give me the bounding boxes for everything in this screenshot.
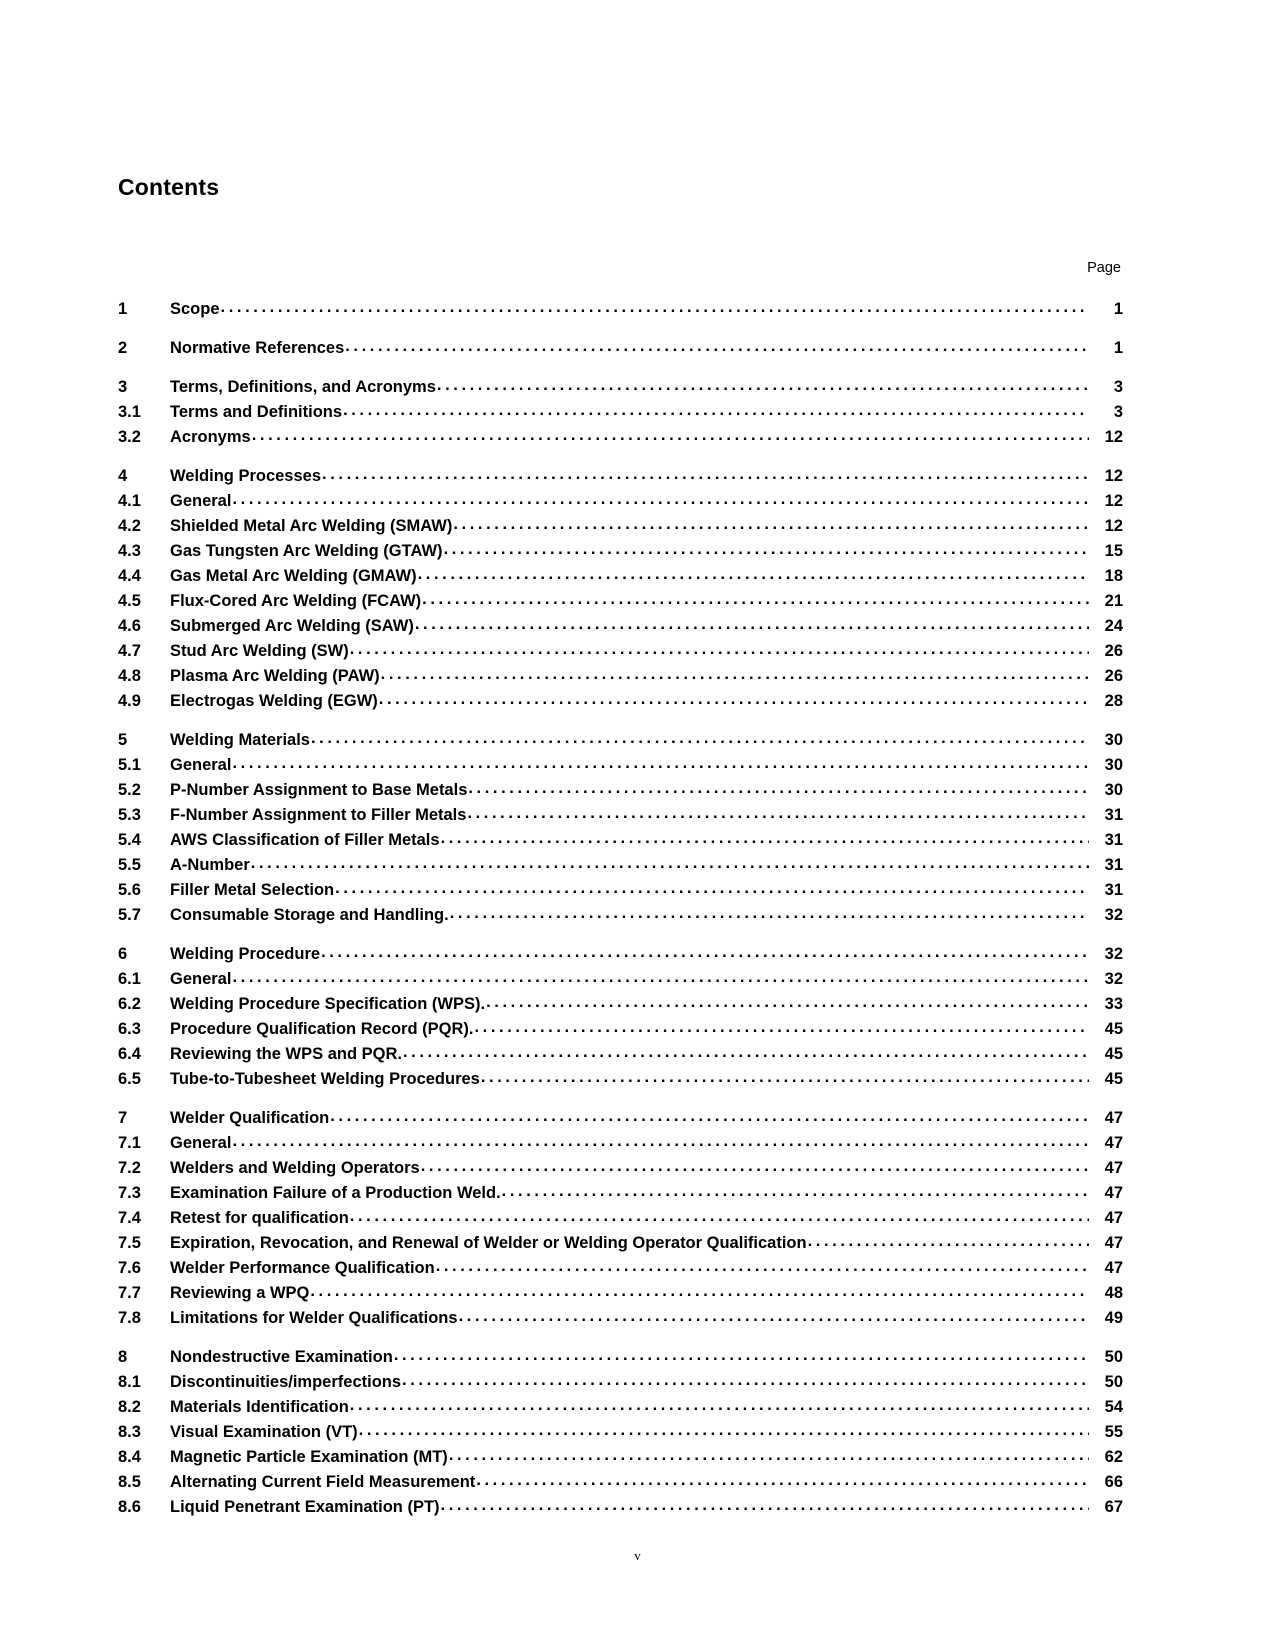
toc-entry[interactable] <box>118 590 1123 615</box>
toc-entry-number: 4.6 <box>118 616 141 635</box>
toc-leader-dots <box>418 565 1089 581</box>
toc-entry[interactable] <box>118 298 1123 323</box>
toc-entry-number: 5 <box>118 730 128 749</box>
toc-leader-dots <box>345 337 1089 353</box>
toc-entry-label: Welder Performance Qualification <box>170 1258 435 1277</box>
toc-entry-number: 4.7 <box>118 641 141 660</box>
toc-entry-number: 4.3 <box>118 541 141 560</box>
toc-entry-label: Materials Identification <box>170 1397 349 1416</box>
toc-entry-page-number: 47 <box>1104 1258 1123 1277</box>
toc-entry[interactable] <box>118 1346 1123 1371</box>
toc-entry-number: 8.5 <box>118 1472 141 1491</box>
toc-leader-dots <box>310 1282 1089 1298</box>
toc-entry-page-number: 50 <box>1104 1347 1123 1366</box>
toc-leader-dots <box>335 879 1089 895</box>
toc-entry-number: 5.1 <box>118 755 141 774</box>
toc-entry-label: Welding Processes <box>170 466 322 485</box>
toc-entry-number: 5.3 <box>118 805 141 824</box>
toc-entry-page-number: 31 <box>1104 830 1123 849</box>
toc-entry-number: 7.3 <box>118 1183 141 1202</box>
toc-entry-label: Flux-Cored Arc Welding (FCAW) <box>170 591 422 610</box>
toc-entry-label: Acronyms <box>170 427 251 446</box>
toc-leader-dots <box>403 1043 1089 1059</box>
toc-entry-page-number: 30 <box>1104 755 1123 774</box>
toc-leader-dots <box>422 590 1089 606</box>
toc-leader-dots <box>232 1132 1089 1148</box>
toc-entry-page-number: 47 <box>1104 1208 1123 1227</box>
toc-entry-page-number: 31 <box>1104 880 1123 899</box>
toc-entry[interactable] <box>118 1232 1123 1257</box>
toc-entry[interactable] <box>118 426 1123 451</box>
toc-entry[interactable] <box>118 1496 1123 1521</box>
toc-entry-label: Terms, Definitions, and Acronyms <box>170 377 436 396</box>
toc-entry-page-number: 21 <box>1104 591 1123 610</box>
toc-entry-number: 4.4 <box>118 566 141 585</box>
toc-entry-label: Magnetic Particle Examination (MT) <box>170 1447 448 1466</box>
toc-entry-label: Visual Examination (VT) <box>170 1422 358 1441</box>
toc-entry-number: 5.2 <box>118 780 141 799</box>
toc-entry-label: Shielded Metal Arc Welding (SMAW) <box>170 516 453 535</box>
toc-entry-number: 7.5 <box>118 1233 141 1252</box>
toc-entry-number: 6.3 <box>118 1019 141 1038</box>
toc-leader-dots <box>468 779 1089 795</box>
toc-entry[interactable] <box>118 401 1123 426</box>
toc-leader-dots <box>252 426 1089 442</box>
toc-leader-dots <box>450 904 1089 920</box>
toc-entry-page-number: 30 <box>1104 780 1123 799</box>
toc-entry-number: 7.7 <box>118 1283 141 1302</box>
footer-page-number: v <box>634 1548 641 1563</box>
toc-entry[interactable] <box>118 615 1123 640</box>
toc-leader-dots <box>381 665 1089 681</box>
toc-entry-number: 5.4 <box>118 830 141 849</box>
toc-entry-number: 6.1 <box>118 969 141 988</box>
toc-leader-dots <box>421 1157 1089 1173</box>
toc-entry[interactable] <box>118 1018 1123 1043</box>
toc-entry-label: AWS Classification of Filler Metals <box>170 830 440 849</box>
toc-leader-dots <box>415 615 1089 631</box>
toc-entry-label: Welding Procedure <box>170 944 321 963</box>
toc-leader-dots <box>321 943 1089 959</box>
toc-entry-label: Gas Tungsten Arc Welding (GTAW) <box>170 541 443 560</box>
toc-leader-dots <box>453 515 1089 531</box>
toc-entry-page-number: 32 <box>1104 969 1123 988</box>
toc-entry-label: Welding Materials <box>170 730 310 749</box>
toc-leader-dots <box>232 490 1089 506</box>
toc-entry-page-number: 1 <box>1113 338 1123 357</box>
toc-entry[interactable] <box>118 968 1123 993</box>
toc-leader-dots <box>459 1307 1089 1323</box>
toc-entry-page-number: 67 <box>1104 1497 1123 1516</box>
toc-entry-page-number: 30 <box>1104 730 1123 749</box>
toc-entry-label: F-Number Assignment to Filler Metals <box>170 805 467 824</box>
toc-entry-page-number: 48 <box>1104 1283 1123 1302</box>
toc-entry-number: 4.2 <box>118 516 141 535</box>
toc-entry-page-number: 45 <box>1104 1069 1123 1088</box>
toc-leader-dots <box>436 1257 1089 1273</box>
toc-entry-label: Normative References <box>170 338 345 357</box>
toc-entry-number: 7.1 <box>118 1133 141 1152</box>
toc-entry-page-number: 54 <box>1104 1397 1123 1416</box>
toc-entry[interactable] <box>118 993 1123 1018</box>
toc-leader-dots <box>486 993 1089 1009</box>
toc-entry-label: Tube-to-Tubesheet Welding Procedures <box>170 1069 480 1088</box>
toc-entry-number: 2 <box>118 338 128 357</box>
toc-entry[interactable] <box>118 1396 1123 1421</box>
toc-leader-dots <box>481 1068 1089 1084</box>
toc-entry-label: P-Number Assignment to Base Metals <box>170 780 468 799</box>
toc-leader-dots <box>311 729 1089 745</box>
toc-entry-label: Terms and Definitions <box>170 402 343 421</box>
toc-entry-label: Procedure Qualification Record (PQR). <box>170 1019 474 1038</box>
toc-entry-label: Stud Arc Welding (SW) <box>170 641 349 660</box>
toc-entry-label: Retest for qualification <box>170 1208 349 1227</box>
toc-leader-dots <box>350 640 1089 656</box>
toc-entry-number: 3.2 <box>118 427 141 446</box>
toc-entry-page-number: 47 <box>1104 1133 1123 1152</box>
toc-entry-number: 7.4 <box>118 1208 141 1227</box>
toc-entry[interactable] <box>118 854 1123 879</box>
toc-leader-dots <box>441 1496 1089 1512</box>
toc-entry-page-number: 12 <box>1104 466 1123 485</box>
toc-content <box>118 176 1123 1521</box>
toc-entry-page-number: 1 <box>1113 299 1123 318</box>
toc-entry[interactable] <box>118 804 1123 829</box>
toc-entry[interactable] <box>118 904 1123 929</box>
toc-entry-label: General <box>170 969 232 988</box>
toc-entry-page-number: 12 <box>1104 427 1123 446</box>
toc-entry-label: Liquid Penetrant Examination (PT) <box>170 1497 440 1516</box>
toc-entry[interactable] <box>118 490 1123 515</box>
toc-entry-label: Examination Failure of a Production Weld. <box>170 1183 501 1202</box>
toc-entry[interactable] <box>118 665 1123 690</box>
toc-entry-page-number: 26 <box>1104 666 1123 685</box>
toc-entry[interactable] <box>118 1068 1123 1093</box>
toc-entry[interactable] <box>118 1257 1123 1282</box>
toc-entry-number: 3.1 <box>118 402 141 421</box>
toc-entry-label: Expiration, Revocation, and Renewal of Welder or Welding Operator Qualification <box>170 1233 807 1252</box>
toc-entry[interactable] <box>118 1132 1123 1157</box>
toc-leader-dots <box>350 1396 1089 1412</box>
toc-entry-number: 6.5 <box>118 1069 141 1088</box>
toc-entry-label: Welders and Welding Operators <box>170 1158 420 1177</box>
toc-entry-label: Reviewing the WPS and PQR. <box>170 1044 402 1063</box>
toc-entry-page-number: 62 <box>1104 1447 1123 1466</box>
toc-entry-label: Reviewing a WPQ <box>170 1283 310 1302</box>
toc-entry[interactable] <box>118 465 1123 490</box>
toc-entry-page-number: 47 <box>1104 1183 1123 1202</box>
toc-entry[interactable] <box>118 1182 1123 1207</box>
toc-entry-number: 8 <box>118 1347 128 1366</box>
toc-entry-page-number: 66 <box>1104 1472 1123 1491</box>
toc-entry-page-number: 31 <box>1104 855 1123 874</box>
toc-entry-number: 6.4 <box>118 1044 141 1063</box>
toc-entry-label: Filler Metal Selection <box>170 880 335 899</box>
toc-entry-page-number: 47 <box>1104 1233 1123 1252</box>
toc-leader-dots <box>232 754 1089 770</box>
toc-entry[interactable] <box>118 1282 1123 1307</box>
toc-entry-number: 7.6 <box>118 1258 141 1277</box>
toc-entry-label: Consumable Storage and Handling. <box>170 905 449 924</box>
toc-leader-dots <box>232 968 1089 984</box>
toc-entry-page-number: 55 <box>1104 1422 1123 1441</box>
toc-entry-number: 7 <box>118 1108 128 1127</box>
toc-entry[interactable] <box>118 1043 1123 1068</box>
toc-entry-page-number: 24 <box>1104 616 1123 635</box>
toc-entry-label: Nondestructive Examination <box>170 1347 393 1366</box>
toc-leader-dots <box>474 1018 1089 1034</box>
toc-entry-page-number: 28 <box>1104 691 1123 710</box>
toc-entry[interactable] <box>118 1157 1123 1182</box>
toc-entry[interactable] <box>118 879 1123 904</box>
toc-entry-number: 7.8 <box>118 1308 141 1327</box>
toc-leader-dots <box>394 1346 1089 1362</box>
toc-entry[interactable] <box>118 779 1123 804</box>
toc-entry-number: 5.7 <box>118 905 141 924</box>
toc-entry-page-number: 15 <box>1104 541 1123 560</box>
toc-entry-page-number: 33 <box>1104 994 1123 1013</box>
toc-leader-dots <box>330 1107 1089 1123</box>
toc-entry-number: 8.4 <box>118 1447 141 1466</box>
toc-entry-number: 4.5 <box>118 591 141 610</box>
toc-entry[interactable] <box>118 640 1123 665</box>
toc-entry-page-number: 3 <box>1113 402 1123 421</box>
toc-entry[interactable] <box>118 943 1123 968</box>
toc-entry-list <box>118 298 1123 1521</box>
page-title: Contents <box>118 174 220 200</box>
toc-leader-dots <box>322 465 1089 481</box>
toc-leader-dots <box>350 1207 1089 1223</box>
toc-entry-page-number: 45 <box>1104 1019 1123 1038</box>
toc-entry-number: 7.2 <box>118 1158 141 1177</box>
toc-entry-label: Gas Metal Arc Welding (GMAW) <box>170 566 417 585</box>
toc-leader-dots <box>502 1182 1089 1198</box>
toc-leader-dots <box>379 690 1089 706</box>
toc-entry-page-number: 47 <box>1104 1108 1123 1127</box>
toc-leader-dots <box>251 854 1089 870</box>
toc-entry-number: 5.5 <box>118 855 141 874</box>
toc-entry-number: 8.1 <box>118 1372 141 1391</box>
toc-leader-dots <box>476 1471 1089 1487</box>
toc-entry[interactable] <box>118 1107 1123 1132</box>
toc-entry-page-number: 12 <box>1104 491 1123 510</box>
toc-entry-number: 6.2 <box>118 994 141 1013</box>
toc-leader-dots <box>467 804 1089 820</box>
toc-entry-page-number: 32 <box>1104 905 1123 924</box>
toc-entry-label: Welder Qualification <box>170 1108 330 1127</box>
toc-entry-page-number: 3 <box>1113 377 1123 396</box>
toc-entry-number: 4.1 <box>118 491 141 510</box>
toc-entry-page-number: 47 <box>1104 1158 1123 1177</box>
toc-entry-label: General <box>170 1133 232 1152</box>
toc-entry-label: Alternating Current Field Measurement <box>170 1472 476 1491</box>
toc-entry-number: 1 <box>118 299 128 318</box>
toc-entry-page-number: 12 <box>1104 516 1123 535</box>
toc-entry-page-number: 18 <box>1104 566 1123 585</box>
toc-entry[interactable] <box>118 1471 1123 1496</box>
toc-entry[interactable] <box>118 1307 1123 1332</box>
toc-entry-label: General <box>170 755 232 774</box>
toc-leader-dots <box>221 298 1089 314</box>
toc-entry-number: 5.6 <box>118 880 141 899</box>
toc-entry[interactable] <box>118 540 1123 565</box>
toc-leader-dots <box>437 376 1089 392</box>
toc-entry-label: General <box>170 491 232 510</box>
toc-entry-page-number: 31 <box>1104 805 1123 824</box>
toc-entry-page-number: 45 <box>1104 1044 1123 1063</box>
toc-leader-dots <box>449 1446 1089 1462</box>
toc-entry-label: Welding Procedure Specification (WPS). <box>170 994 486 1013</box>
toc-entry-number: 8.3 <box>118 1422 141 1441</box>
toc-entry[interactable] <box>118 1207 1123 1232</box>
toc-leader-dots <box>402 1371 1089 1387</box>
toc-entry-page-number: 32 <box>1104 944 1123 963</box>
toc-entry-number: 8.2 <box>118 1397 141 1416</box>
toc-entry-number: 4 <box>118 466 128 485</box>
toc-entry[interactable] <box>118 729 1123 754</box>
toc-leader-dots <box>359 1421 1089 1437</box>
toc-entry-number: 6 <box>118 944 128 963</box>
toc-entry-label: Discontinuities/imperfections <box>170 1372 402 1391</box>
toc-leader-dots <box>808 1232 1089 1248</box>
toc-entry[interactable] <box>118 1371 1123 1396</box>
toc-entry[interactable] <box>118 829 1123 854</box>
toc-leader-dots <box>441 829 1089 845</box>
page-column-header: Page <box>1087 260 1121 276</box>
toc-entry[interactable] <box>118 690 1123 715</box>
toc-entry-page-number: 26 <box>1104 641 1123 660</box>
toc-entry[interactable] <box>118 1446 1123 1471</box>
toc-entry-number: 8.6 <box>118 1497 141 1516</box>
toc-entry[interactable] <box>118 754 1123 779</box>
toc-entry-page-number: 50 <box>1104 1372 1123 1391</box>
toc-leader-dots <box>444 540 1089 556</box>
toc-entry[interactable] <box>118 337 1123 362</box>
toc-entry-label: A-Number <box>170 855 250 874</box>
toc-entry[interactable] <box>118 565 1123 590</box>
toc-entry-label: Electrogas Welding (EGW) <box>170 691 378 710</box>
toc-entry-number: 4.8 <box>118 666 141 685</box>
toc-entry-page-number: 49 <box>1104 1308 1123 1327</box>
toc-entry-label: Scope <box>170 299 220 318</box>
toc-entry-number: 4.9 <box>118 691 141 710</box>
toc-entry-label: Plasma Arc Welding (PAW) <box>170 666 380 685</box>
toc-entry[interactable] <box>118 515 1123 540</box>
toc-entry-number: 3 <box>118 377 128 396</box>
toc-entry[interactable] <box>118 1421 1123 1446</box>
toc-entry-label: Limitations for Welder Qualifications <box>170 1308 458 1327</box>
toc-entry[interactable] <box>118 376 1123 401</box>
toc-leader-dots <box>343 401 1089 417</box>
toc-entry-label: Submerged Arc Welding (SAW) <box>170 616 414 635</box>
